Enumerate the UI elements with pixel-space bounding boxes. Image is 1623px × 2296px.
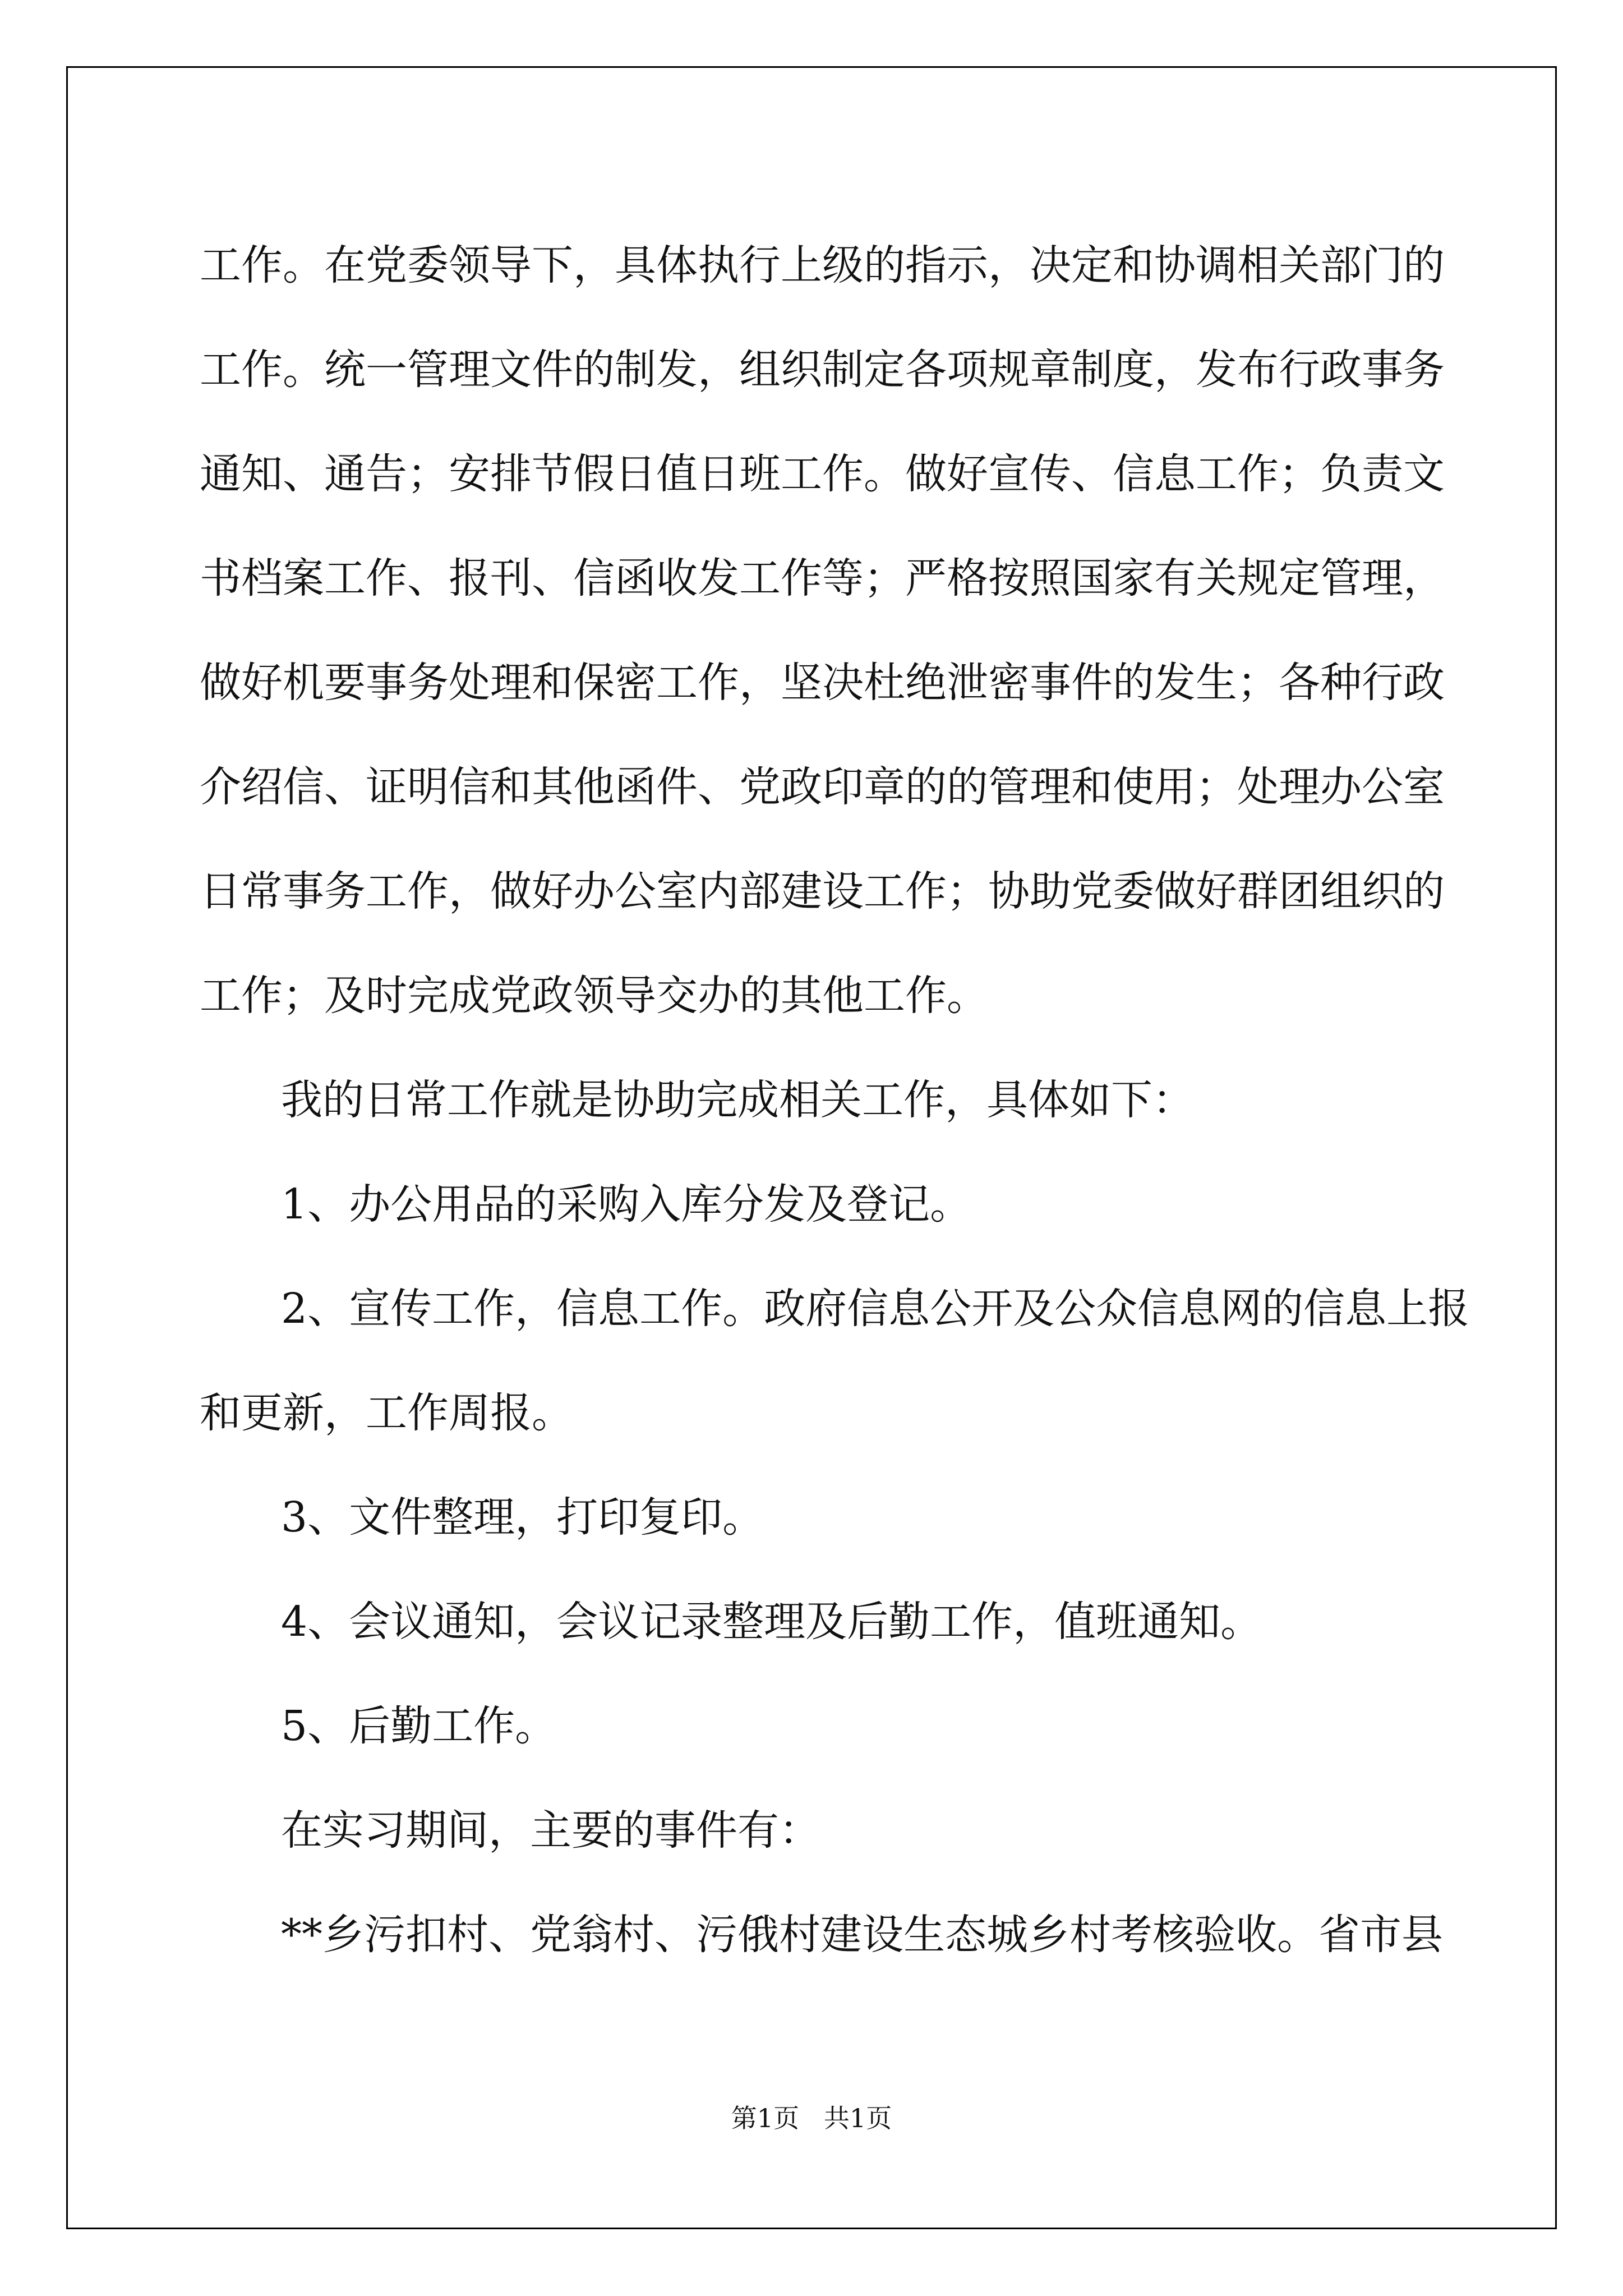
page-number: 第1页 共1页: [731, 2103, 892, 2133]
document-body: [200, 213, 1470, 1987]
paragraph-line: 做好机要事务处理和保密工作，坚决杜绝泄密事件的发生；各种行政: [200, 659, 1445, 707]
list-item: 2、宣传工作，信息工作。政府信息公开及公众信息网的信息上报: [281, 1285, 1470, 1333]
paragraph-line: 书档案工作、报刊、信函收发工作等；严格按照国家有关规定管理，: [200, 554, 1445, 602]
page-footer: [0, 2098, 1623, 2135]
paragraph-line: 日常事务工作，做好办公室内部建设工作；协助党委做好群团组织的: [200, 867, 1445, 915]
paragraph-line: 我的日常工作就是协助完成相关工作，具体如下：: [281, 1076, 1194, 1124]
paragraph-line: **乡污扣村、党翁村、污俄村建设生态城乡村考核验收。省市县: [281, 1911, 1443, 1959]
paragraph-line: 介绍信、证明信和其他函件、党政印章的的管理和使用；处理办公室: [200, 763, 1445, 811]
paragraph-line: 通知、通告；安排节假日值日班工作。做好宣传、信息工作；负责文: [200, 450, 1445, 498]
paragraph-line: 工作；及时完成党政领导交办的其他工作。: [200, 972, 988, 1020]
list-item-continuation: 和更新，工作周报。: [200, 1389, 573, 1437]
paragraph-line: 工作。在党委领导下，具体执行上级的指示，决定和协调相关部门的: [200, 241, 1445, 289]
list-item: 5、后勤工作。: [281, 1702, 557, 1750]
paragraph-line: 工作。统一管理文件的制发，组织制定各项规章制度，发布行政事务: [200, 346, 1445, 394]
list-item: 1、办公用品的采购入库分发及登记。: [281, 1180, 972, 1228]
list-item: 4、会议通知，会议记录整理及后勤工作，值班通知。: [281, 1598, 1262, 1646]
list-item: 3、文件整理，打印复印。: [281, 1493, 764, 1542]
paragraph-line: 在实习期间，主要的事件有：: [281, 1806, 820, 1855]
